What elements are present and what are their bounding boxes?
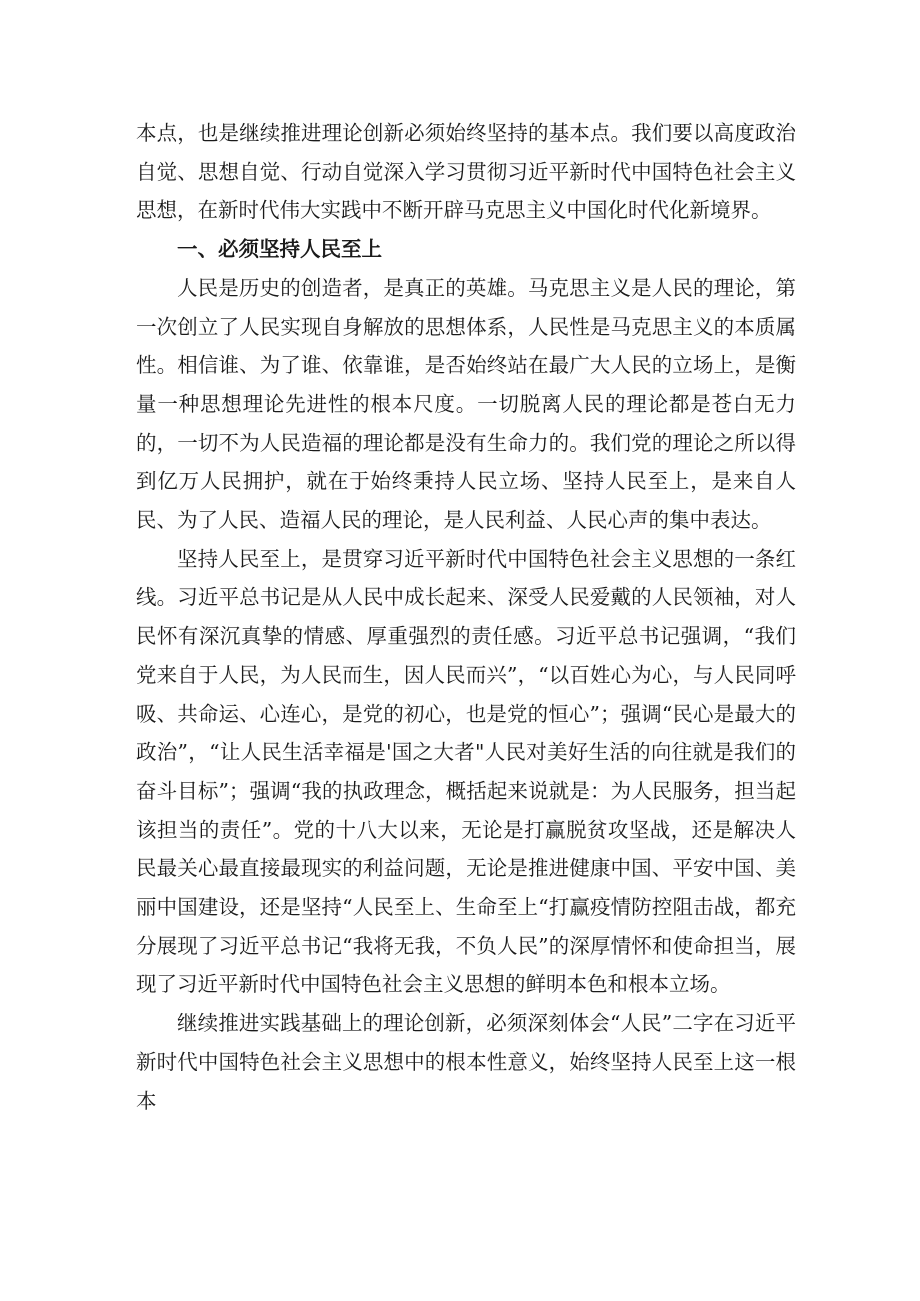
paragraph: 人民是历史的创造者，是真正的英雄。马克思主义是人民的理论，第一次创立了人民实现自身解放的思想体系，人民性是马克思主义的本质属性。相信谁、为了谁、依靠谁，是否始终站在最广大人民的立场上，是衡量一种思想理论先进性的根本尺度。一切脱离人民的理论都是苍白无力的，一切不为人民造福的理论都是没有生命力的。我们党的理论之所以得到亿万人民拥护，就在于始终秉持人民立场、坚持人民至上，是来自人民、为了人民、造福人民的理论，是人民利益、人民心声的集中表达。 bbox=[136, 275, 796, 533]
paragraph: 坚持人民至上，是贯穿习近平新时代中国特色社会主义思想的一条红线。习近平总书记是从人民中成长起来、深受人民爱戴的人民领袖，对人民怀有深沉真挚的情感、厚重强烈的责任感。习近平总书记强调，“我们党来自于人民，为人民而生，因人民而兴”，“以百姓心为心，与人民同呼吸、共命运、心连心，是党的初心，也是党的恒心”；强调“民心是最大的政治”，“让人民生活幸福是'国之大者"人民对美好生活的向往就是我们的奋斗目标”；强调“我的执政理念，概括起来说就是：为人民服务，担当起该担当的责任”。党的十八大以来，无论是打赢脱贫攻坚战，还是解决人民最关心最直接最现实的利益问题，无论是推进健康中国、平安中国、美丽中国建设，还是坚持“人民至上、生命至上“打赢疫情防控阻击战，都充分展现了习近平总书记“我将无我，不负人民”的深厚情怀和使命担当，展现了习近平新时代中国特色社会主义思想的鲜明本色和根本立场。 bbox=[136, 546, 796, 997]
paragraph-continuation: 本点，也是继续推进理论创新必须始终坚持的基本点。我们要以高度政治自觉、思想自觉、行动自觉深入学习贯彻习近平新时代中国特色社会主义思想，在新时代伟大实践中不断开辟马克思主义中国化时代化新境界。 bbox=[136, 121, 796, 223]
section-heading: 一、必须坚持人民至上 bbox=[177, 237, 382, 262]
document-body bbox=[136, 114, 796, 1120]
paragraph: 继续推进实践基础上的理论创新，必须深刻体会“人民”二字在习近平新时代中国特色社会主义思想中的根本性意义，始终坚持人民至上这一根本 bbox=[136, 1011, 796, 1113]
